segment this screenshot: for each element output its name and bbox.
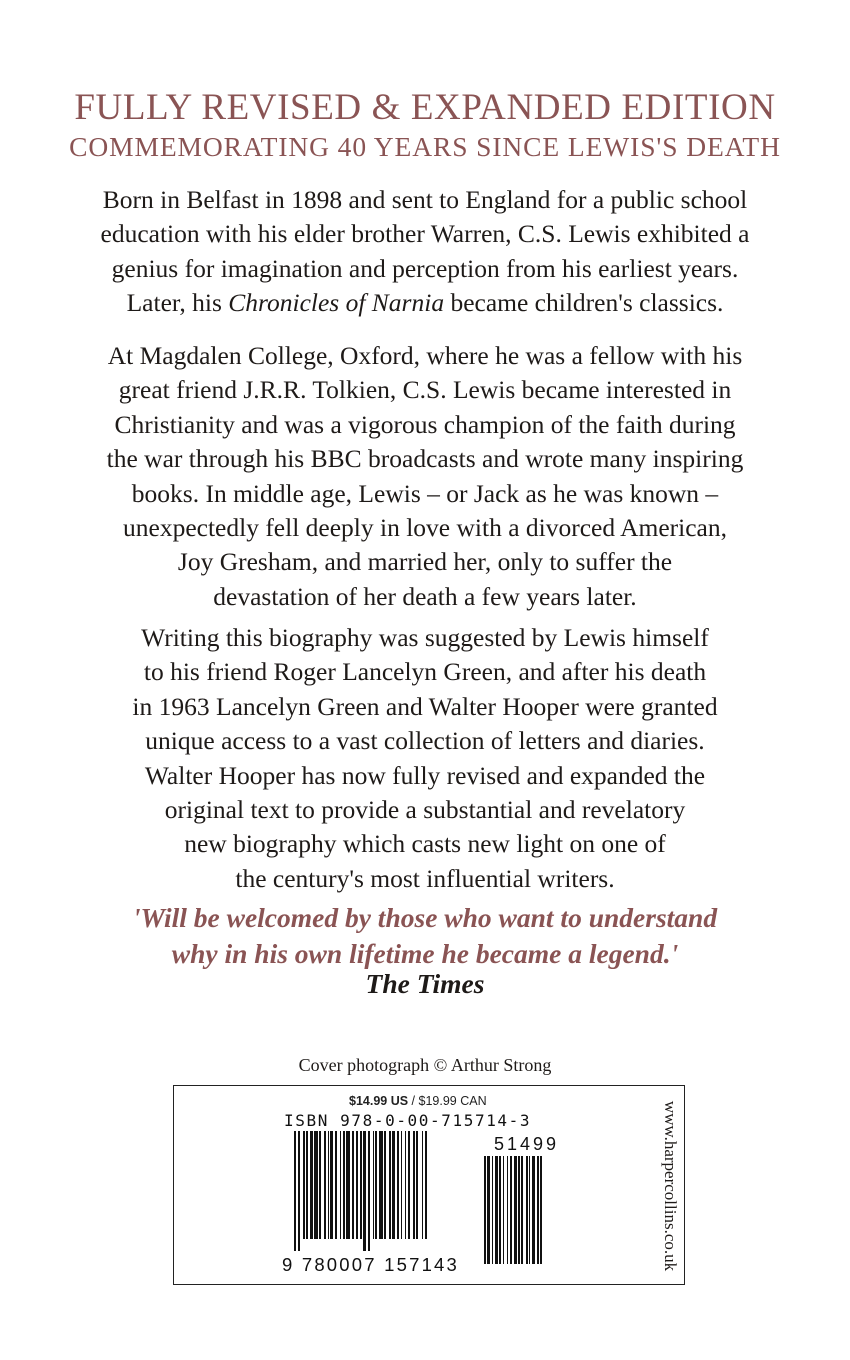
barcode-bar [343,1131,345,1239]
blurb-line: Christianity and was a vigorous champion of the faith during [114,409,736,439]
barcode-bar [499,1156,501,1264]
barcode-bar [330,1131,333,1239]
barcode-bar [373,1131,374,1239]
blurb-line: devastation of her death a few years later. [213,581,637,611]
blurb-paragraph-2 [40,339,810,614]
barcode-bar [529,1156,530,1264]
barcode-panel [173,1085,685,1285]
price-label [349,1094,487,1108]
barcode-bar [540,1156,542,1264]
price-can: $19.99 CAN [418,1094,487,1108]
barcode-bar [405,1131,406,1239]
barcode-bar [352,1131,354,1239]
blurb-line: unique access to a vast collection of letters and diaries. [145,726,705,756]
barcode-bar [416,1131,418,1239]
blurb-line: education with his elder brother Warren, C.S. Lewis exhibited a [100,219,750,249]
barcode-bar [537,1156,539,1264]
barcode-bar [306,1131,308,1239]
blurb-line: Writing this biography was suggested by Lewis himself [141,623,709,652]
barcode-bar [303,1131,305,1239]
barcode-bar [346,1131,350,1239]
blurb-line: great friend J.R.R. Tolkien, C.S. Lewis became interested in [118,375,732,405]
barcode-bar [526,1156,528,1264]
barcode-bar [397,1131,399,1239]
blurb-line: Born in Belfast in 1898 and sent to England for a public school [102,185,748,214]
barcode-bar [507,1156,508,1264]
publisher-website [655,1092,685,1280]
barcode-bar [484,1156,486,1264]
barcode-bar [363,1131,366,1251]
barcode-bar [335,1131,337,1239]
blurb-text: Later, his [126,288,229,318]
price-separator: / [408,1094,419,1108]
barcode-bar [379,1131,383,1239]
barcode-bar [360,1131,362,1239]
barcode-bar [389,1131,391,1239]
blurb-line: Walter Hooper has now fully revised and expanded the [144,760,706,790]
blurb-line: unexpectedly fell deeply in love with a divorced American, [123,513,727,543]
blurb-line: to his friend Roger Lancelyn Green, and after his death [143,657,707,687]
ean-barcode [294,1131,469,1256]
barcode-bar [503,1156,504,1264]
blurb-text: became children's classics. [444,288,724,318]
quote-line: 'Will be welcomed by those who want to understand [132,902,718,933]
blurb-line: At Magdalen College, Oxford, where he was a fellow with his [107,341,743,370]
barcode-bar [518,1156,520,1264]
barcode-bar [492,1156,493,1264]
edition-headline: FULLY REVISED & EXPANDED EDITION [74,87,776,128]
barcode-bar [422,1131,423,1239]
barcode-bar [514,1156,517,1264]
barcode-bar [495,1156,498,1264]
barcode-bar [392,1131,395,1239]
barcode-bar [368,1131,370,1251]
addon-digits: 51499 [494,1134,560,1154]
blurb-line: new biography which casts new light on one of [184,829,666,859]
barcode-bar [425,1131,427,1239]
website-url: www.harpercollins.co.uk [661,1100,680,1272]
barcode-bar [413,1131,415,1239]
cover-photo-credit: Cover photograph © Arthur Strong [298,1055,552,1075]
blurb-paragraph-1 [40,183,810,321]
barcode-bar [298,1131,300,1251]
blurb-line: original text to provide a substantial and revelatory [164,795,686,825]
isbn-number: ISBN 978-0-00-715714-3 [284,1111,532,1130]
blurb-line: in 1963 Lancelyn Green and Walter Hooper were granted [132,691,718,721]
barcode-bar [294,1131,296,1251]
series-title: Chronicles of Narnia [228,288,445,318]
quote-source: The Times [365,968,485,999]
blurb-line [40,286,810,320]
quote-line: why in his own lifetime he became a legend.' [171,938,679,969]
blurb-line: books. In middle age, Lewis – or Jack as he was known – [131,478,719,508]
barcode-bar [324,1131,326,1239]
barcode-bar [375,1131,377,1239]
price-us: $14.99 US [349,1094,409,1108]
blurb-paragraph-3 [40,621,810,896]
barcode-bar [328,1131,329,1239]
barcode-bar [314,1131,318,1239]
barcode-bar [510,1156,512,1264]
barcode-bar [401,1131,402,1239]
addon-barcode [484,1156,564,1266]
barcode-bar [310,1131,313,1239]
ean-digits: 9 780007 157143 [282,1254,460,1275]
press-quote [0,900,850,972]
blurb-line: the century's most influential writers. [235,863,615,893]
barcode-bar [340,1131,341,1239]
barcode-bar [487,1156,490,1264]
barcode-bar [408,1131,410,1239]
barcode-bar [521,1156,523,1264]
barcode-bar [384,1131,386,1239]
barcode-bar [319,1131,321,1239]
commemoration-subheadline: COMMEMORATING 40 YEARS SINCE LEWIS'S DEATH [69,131,781,162]
barcode-bar [532,1156,535,1264]
blurb-line: Joy Gresham, and married her, only to suffer the [177,547,673,577]
blurb-line: genius for imagination and perception from his earliest years. [111,253,739,283]
barcode-bar [356,1131,358,1239]
blurb-line: the war through his BBC broadcasts and wrote many inspiring [106,444,744,474]
